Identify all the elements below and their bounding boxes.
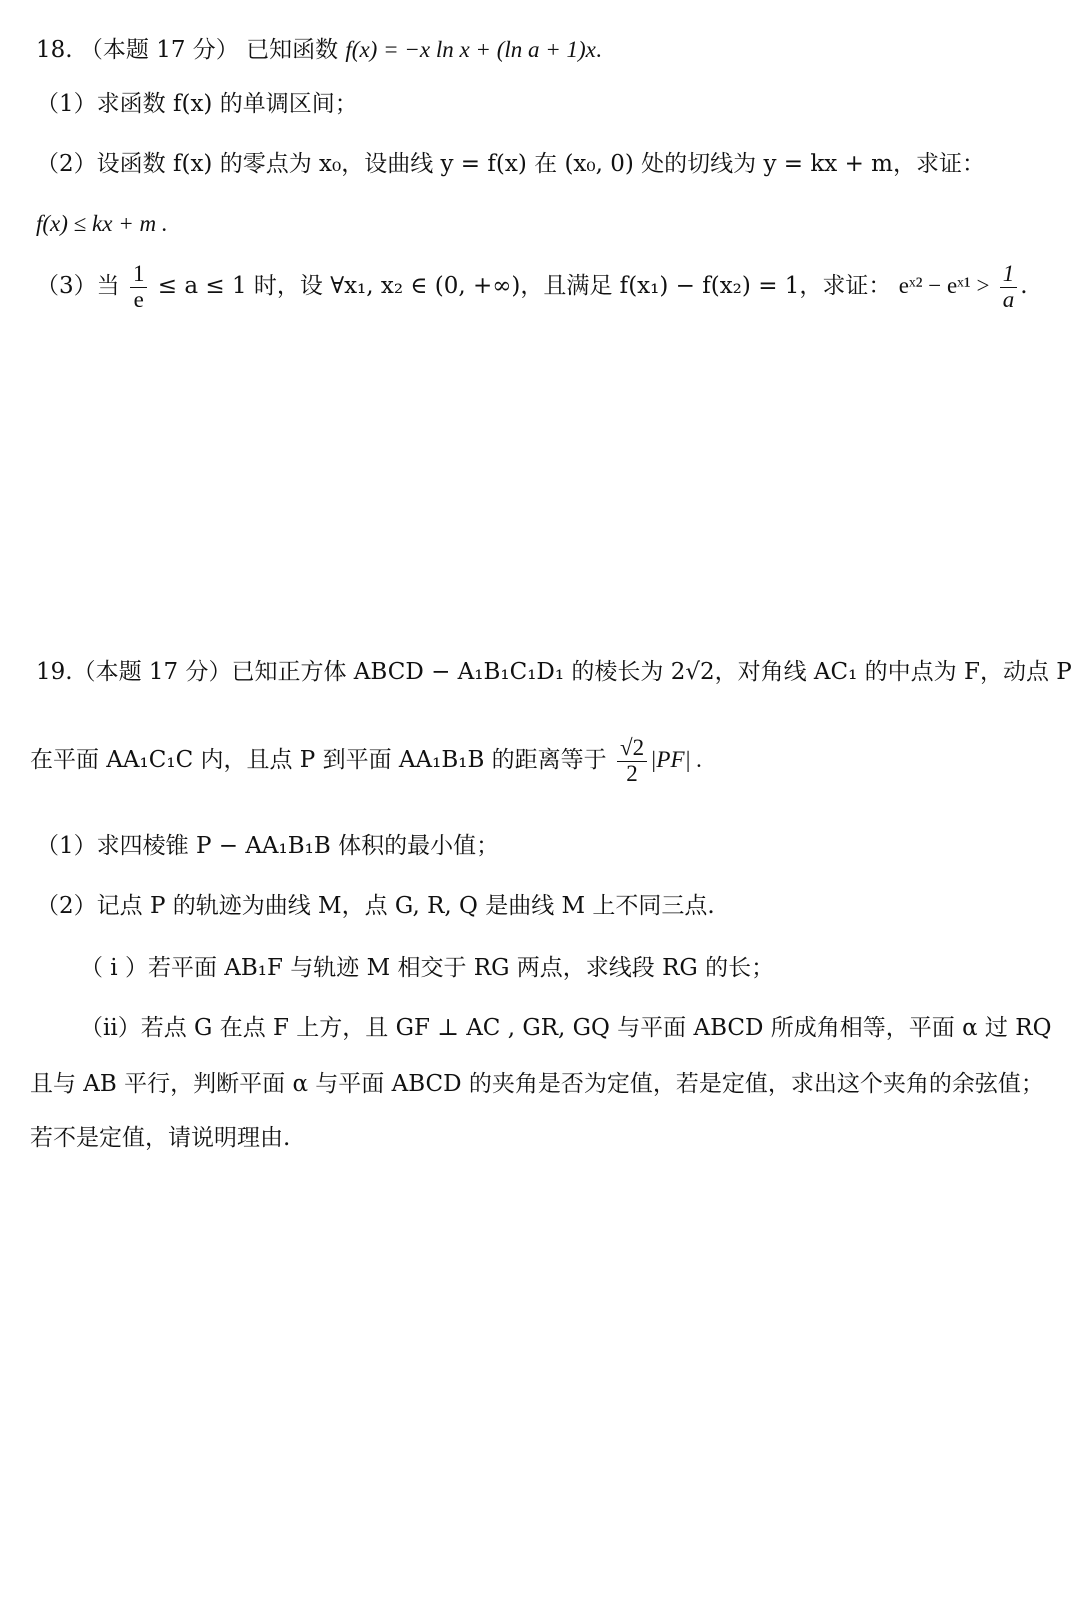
q19-intro-a: 已知正方体 ABCD − A₁B₁C₁D₁ 的棱长为 2√2，对角线 AC₁ 的中点为 F，动点 P <box>231 659 1072 685</box>
q19-frac-num: √2 <box>617 736 647 761</box>
q19-sub-ii-line3 <box>30 1122 1060 1154</box>
q19-sub-ii-text-c: 若不是定值，请说明理由. <box>30 1125 291 1151</box>
q18-part3-frac2-num: 1 <box>1000 262 1018 287</box>
q18-part2-text-b: f(x) ≤ kx + m . <box>36 211 168 236</box>
q18-part2-line1 <box>36 148 1060 180</box>
q19-part1-label: （1） <box>36 833 97 859</box>
q19-sub-i <box>80 952 1060 984</box>
q18-part3-frac-den: e <box>133 286 144 312</box>
q18-part3-label: （3） <box>36 273 97 299</box>
q19-part2-text: 记点 P 的轨迹为曲线 M，点 G, R, Q 是曲线 M 上不同三点. <box>96 893 715 919</box>
q18-function: f(x) = −x ln x + (ln a + 1)x <box>345 37 596 62</box>
q19-points: （本题 17 分） <box>72 659 232 685</box>
q19-sub-ii-line1 <box>80 1012 1060 1044</box>
q18-part3-end: . <box>1020 273 1028 299</box>
q19-sub-ii-line2 <box>30 1068 1060 1100</box>
q18-number: 18. <box>36 37 73 63</box>
q19-frac-den: 2 <box>626 760 638 786</box>
q18-part3-frac-num: 1 <box>130 262 148 287</box>
q18-part1 <box>36 88 1060 120</box>
q19-part2-label: （2） <box>36 893 97 919</box>
q18-part3-inequality: eˣ² − eˣ¹ > <box>898 273 990 298</box>
q19-intro-line2 <box>30 730 1060 790</box>
q18-part2-line2 <box>36 208 1060 240</box>
q19-number: 19. <box>36 659 73 685</box>
q18-part1-text: 求函数 f(x) 的单调区间； <box>96 91 358 117</box>
q18-part3-fraction2 <box>1000 262 1018 311</box>
q18-part2-label: （2） <box>36 151 97 177</box>
q18-intro: 已知函数 <box>246 37 339 63</box>
q18-part1-label: （1） <box>36 91 97 117</box>
q18-part3-when: 当 <box>96 273 120 299</box>
q19-fraction <box>617 736 647 785</box>
q19-intro-c: |PF| . <box>650 747 703 772</box>
q19-sub-ii-text-a: 若点 G 在点 F 上方，且 GF ⊥ AC , GR, GQ 与平面 ABCD 所成角相等，平面 α 过 RQ <box>140 1015 1052 1041</box>
q18-points: （本题 17 分） <box>79 37 239 63</box>
q19-header <box>36 656 1072 688</box>
q19-sub-ii-text-b: 且与 AB 平行，判断平面 α 与平面 ABCD 的夹角是否为定值，若是定值，求出这个夹角的余弦值； <box>30 1071 1044 1097</box>
q18-part3 <box>36 262 1060 312</box>
q19-intro-b: 在平面 AA₁C₁C 内，且点 P 到平面 AA₁B₁B 的距离等于 <box>30 747 607 773</box>
q19-part2 <box>36 890 1060 922</box>
q19-part1 <box>36 830 1060 862</box>
q18-header: 18. （本题 17 分） 已知函数 f(x) = −x ln x + (ln a + 1)x. <box>36 37 602 63</box>
q19-sub-i-label: （ i ） <box>80 955 148 981</box>
q19-sub-i-text: 若平面 AB₁F 与轨迹 M 相交于 RG 两点，求线段 RG 的长； <box>147 955 775 981</box>
q18-part3-frac2-den: a <box>1002 286 1015 312</box>
q18-part3-fraction <box>130 262 148 311</box>
q18-part2-text-a: 设函数 f(x) 的零点为 x₀，设曲线 y = f(x) 在 (x₀, 0) 处的切线为 y = kx + m，求证： <box>96 151 985 177</box>
q19-part1-text: 求四棱锥 P − AA₁B₁B 体积的最小值； <box>96 833 500 859</box>
q19-sub-ii-label: （ii） <box>80 1015 141 1041</box>
q18-part3-text-a: ≤ a ≤ 1 时，设 ∀x₁, x₂ ∈ (0, +∞)，且满足 f(x₁) − f(x₂) = 1，求证： <box>157 273 892 299</box>
